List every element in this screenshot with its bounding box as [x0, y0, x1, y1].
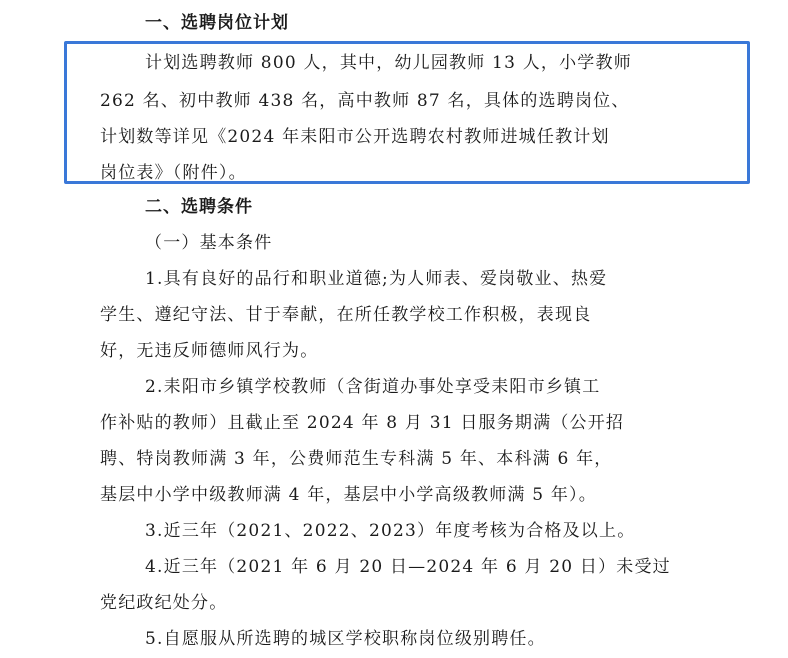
plan-line-4: 岗位表》（附件）。	[100, 163, 247, 183]
condition-2-line-1: 2.耒阳市乡镇学校教师（含街道办事处享受耒阳市乡镇工	[145, 377, 601, 397]
condition-1-line-2: 学生、遵纪守法、甘于奉献，在所任教学校工作积极，表现良	[100, 305, 592, 325]
subheading-basic-conditions: （一）基本条件	[145, 233, 273, 253]
condition-1-line-3: 好，无违反师德师风行为。	[100, 341, 319, 361]
plan-line-2: 262 名、初中教师 438 名，高中教师 87 名，具体的选聘岗位、	[100, 91, 630, 111]
condition-2-line-4: 基层中小学中级教师满 4 年，基层中小学高级教师满 5 年）。	[100, 485, 597, 505]
section-heading-1: 一、选聘岗位计划	[145, 13, 289, 33]
plan-line-3: 计划数等详见《2024 年耒阳市公开选聘农村教师进城任教计划	[100, 127, 610, 147]
condition-2-line-3: 聘、特岗教师满 3 年，公费师范生专科满 5 年、本科满 6 年，	[100, 449, 613, 469]
condition-2-line-2: 作补贴的教师）且截止至 2024 年 8 月 31 日服务期满（公开招	[100, 413, 625, 433]
condition-3-line-1: 3.近三年（2021、2022、2023）年度考核为合格及以上。	[145, 521, 636, 541]
section-heading-2: 二、选聘条件	[145, 197, 253, 217]
highlight-selection-box	[64, 41, 750, 184]
condition-1-line-1: 1.具有良好的品行和职业道德;为人师表、爱岗敬业、热爱	[145, 269, 608, 289]
plan-line-1: 计划选聘教师 800 人，其中，幼儿园教师 13 人，小学教师	[145, 53, 632, 73]
condition-5-line-1: 5.自愿服从所选聘的城区学校职称岗位级别聘任。	[145, 629, 546, 649]
condition-4-line-1: 4.近三年（2021 年 6 月 20 日—2024 年 6 月 20 日）未受过	[145, 557, 671, 577]
condition-4-line-2: 党纪政纪处分。	[100, 593, 228, 613]
